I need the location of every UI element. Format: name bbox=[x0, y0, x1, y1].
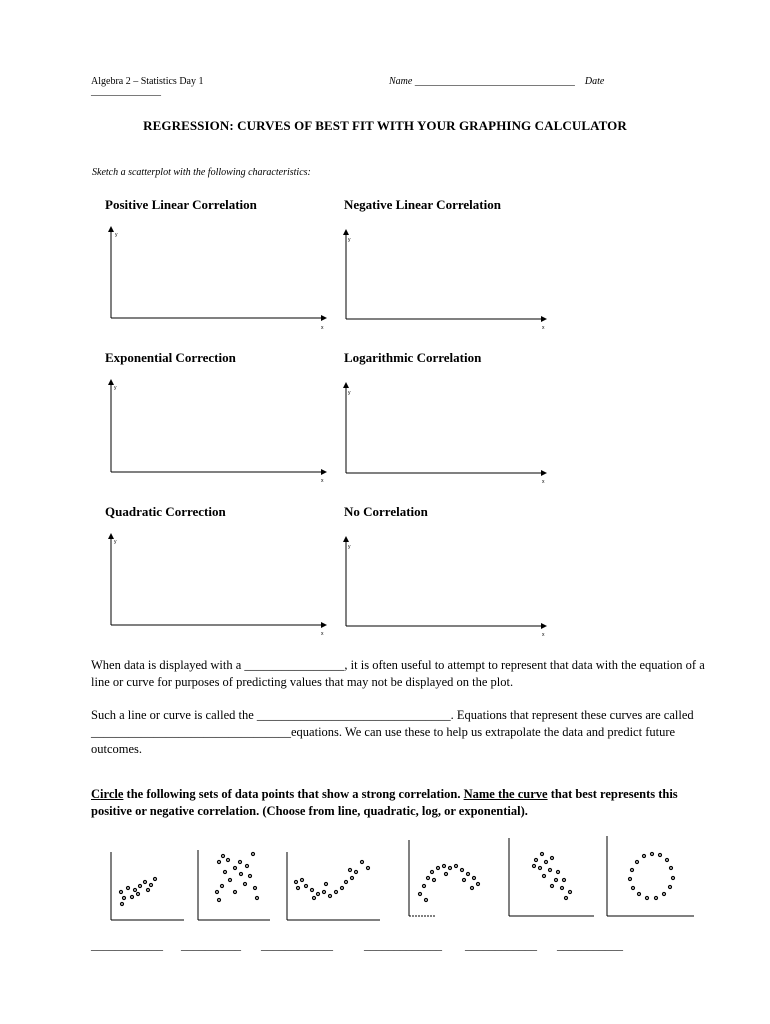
date-label: Date bbox=[584, 76, 605, 87]
x-axis-label: x bbox=[321, 478, 324, 484]
y-axis-label: y bbox=[114, 385, 117, 391]
answer-blank-6[interactable]: ___________ bbox=[557, 938, 623, 952]
x-axis-label: x bbox=[542, 479, 545, 485]
graph-label-positive-linear: Positive Linear Correlation bbox=[105, 197, 257, 212]
answer-blank-2[interactable]: __________ bbox=[181, 938, 241, 952]
paragraph-scatterplot: When data is displayed with a ________________, it is often useful to attempt to represent that data with the equation of a line or curve for purposes of predicting values that may not be displayed on the plot. bbox=[91, 658, 705, 689]
circle-word: Circle bbox=[91, 787, 124, 801]
answer-blank-5[interactable]: ____________ bbox=[465, 938, 537, 952]
page-title: REGRESSION: CURVES OF BEST FIT WITH YOUR GRAPHING CALCULATOR bbox=[143, 118, 627, 133]
x-axis-label: x bbox=[542, 632, 545, 638]
name-curve-word: Name the curve bbox=[463, 787, 548, 801]
axes-no-correlation[interactable] bbox=[335, 535, 555, 643]
x-axis-label: x bbox=[321, 631, 324, 637]
y-axis-label: y bbox=[348, 390, 351, 396]
y-axis-label: y bbox=[348, 544, 351, 550]
scatter-plot-2[interactable] bbox=[195, 846, 275, 924]
course-label: Algebra 2 – Statistics Day 1 bbox=[91, 76, 204, 87]
answer-blank-4[interactable]: _____________ bbox=[364, 938, 442, 952]
graph-label-negative-linear: Negative Linear Correlation bbox=[344, 197, 501, 212]
answer-blank-3[interactable]: ____________ bbox=[261, 938, 333, 952]
x-axis-label: x bbox=[321, 325, 324, 331]
y-axis-label: y bbox=[348, 237, 351, 243]
graph-label-logarithmic: Logarithmic Correlation bbox=[344, 350, 482, 365]
axes-positive-linear[interactable] bbox=[100, 225, 332, 333]
axes-quadratic[interactable] bbox=[100, 532, 332, 640]
name-line: ________________________________ bbox=[414, 76, 575, 87]
name-label: Name bbox=[389, 76, 413, 87]
name-field bbox=[389, 76, 604, 87]
axes-logarithmic[interactable] bbox=[335, 381, 555, 489]
axes-exponential[interactable] bbox=[100, 378, 332, 486]
scatter-plot-6[interactable] bbox=[604, 834, 698, 918]
x-axis-label: x bbox=[542, 325, 545, 331]
paragraph-line-of-best-fit: Such a line or curve is called the _______________________________. Equations that represent these curves are called ________________________________equations. We can use these to help us extrapolate the data and predict future outcomes. bbox=[91, 708, 694, 756]
graph-label-exponential: Exponential Correction bbox=[105, 350, 236, 365]
answer-blank-1[interactable]: ____________ bbox=[91, 938, 163, 952]
sketch-instruction: Sketch a scatterplot with the following characteristics: bbox=[92, 167, 311, 178]
graph-label-no-correlation: No Correlation bbox=[344, 504, 428, 519]
scatter-plot-4[interactable] bbox=[406, 838, 500, 922]
instruction-part2: that best represents this positive or negative correlation. (Choose from line, quadratic, log, or exponential). bbox=[91, 787, 678, 818]
y-axis-label: y bbox=[114, 539, 117, 545]
graph-label-quadratic: Quadratic Correction bbox=[105, 504, 226, 519]
scatter-plot-1[interactable] bbox=[108, 848, 190, 924]
y-axis-label: y bbox=[115, 232, 118, 238]
course-underline: ______________ bbox=[91, 86, 161, 97]
scatter-plot-3[interactable] bbox=[284, 848, 384, 924]
instruction-part1: the following sets of data points that show a strong correlation. bbox=[123, 787, 464, 801]
circle-instruction bbox=[91, 786, 711, 820]
scatter-plot-5[interactable] bbox=[506, 836, 600, 920]
axes-negative-linear[interactable] bbox=[335, 228, 555, 336]
